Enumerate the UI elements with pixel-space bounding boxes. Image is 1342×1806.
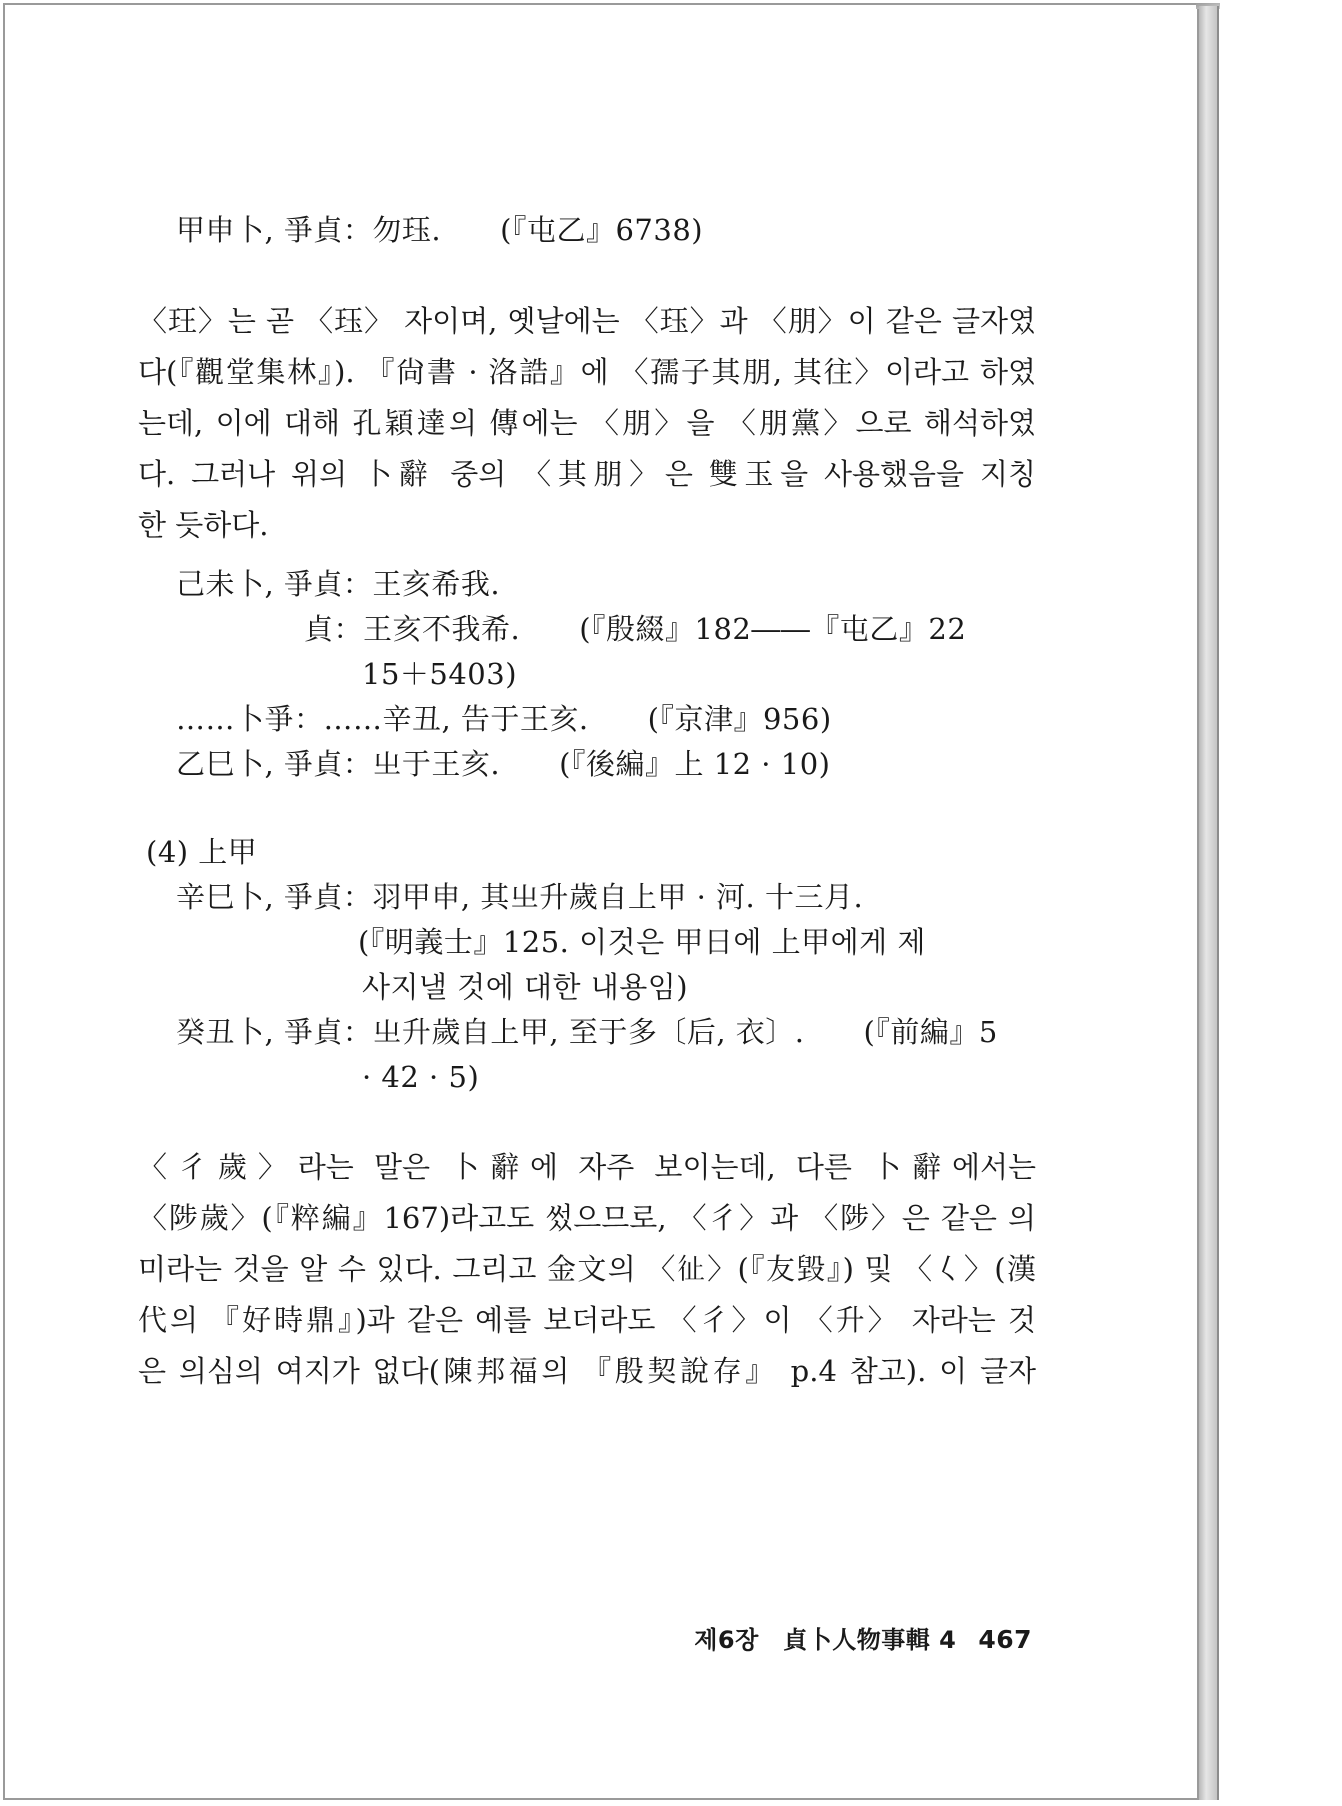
paragraph-line: 한 듯하다. bbox=[138, 508, 269, 542]
quote2-line-4: ……卜爭：……辛丑, 告于王亥. (『京津』956) bbox=[176, 702, 832, 736]
paragraph-line: 다(『觀堂集林』). 『尙書 · 洛誥』에 〈孺子其朋, 其往〉이라고 하였 bbox=[138, 355, 1036, 389]
quote3-line-2: (『明義士』125. 이것은 甲日에 上甲에게 제 bbox=[358, 925, 926, 959]
running-head: 제6장 貞卜人物事輯 4 bbox=[694, 1626, 957, 1654]
paragraph-line: 미라는 것을 알 수 있다. 그리고 金文의 〈𢓊〉(『友毀』) 및 〈𡿨〉(漢 bbox=[138, 1252, 1036, 1286]
paragraph-line: 〈彳歲〉라는 말은 卜辭에 자주 보이는데, 다른 卜辭에서는 bbox=[138, 1150, 1036, 1184]
page-stack-edge bbox=[1199, 6, 1219, 1800]
paragraph-line: 은 의심의 여지가 없다(陳邦福의 『殷契說存』 p.4 참고). 이 글자 bbox=[138, 1354, 1036, 1388]
page-footer bbox=[600, 1620, 1032, 1655]
quote3-line-5: · 42 · 5) bbox=[362, 1060, 480, 1094]
quote2-line-5: 乙巳卜, 爭貞：㞢于王亥. (『後編』上 12 · 10) bbox=[176, 747, 831, 781]
quote2-line-2: 貞：王亥不我希. (『殷綴』182――『屯乙』22 bbox=[304, 612, 967, 646]
paragraph-line: 〈玨〉는 곧 〈珏〉 자이며, 옛날에는 〈珏〉과 〈朋〉이 같은 글자였 bbox=[138, 304, 1036, 338]
paragraph-line: 代의 『好時鼎』)과 같은 예를 보더라도 〈彳〉이 〈升〉 자라는 것 bbox=[138, 1303, 1036, 1337]
section-heading: (4) 上甲 bbox=[146, 835, 258, 869]
quote2-line-3: 15＋5403) bbox=[362, 657, 518, 691]
quote3-line-4: 癸丑卜, 爭貞：㞢升歲自上甲, 至于多〔后, 衣〕. (『前編』5 bbox=[176, 1015, 998, 1049]
paragraph-2 bbox=[138, 1142, 1036, 1397]
paragraph-1 bbox=[138, 296, 1036, 551]
quote3-line-3: 사지낼 것에 대한 내용임) bbox=[362, 970, 689, 1004]
quote2-line-1: 己未卜, 爭貞：王亥希我. bbox=[176, 567, 501, 601]
paragraph-line: 는데, 이에 대해 孔穎達의 傳에는 〈朋〉을 〈朋黨〉으로 해석하였 bbox=[138, 406, 1036, 440]
paragraph-line: 〈陟歲〉(『粹編』167)라고도 썼으므로, 〈彳〉과 〈陟〉은 같은 의 bbox=[138, 1201, 1036, 1235]
page-number: 467 bbox=[978, 1625, 1032, 1654]
quote3-line-1: 辛巳卜, 爭貞：羽甲申, 其㞢升歲自上甲 · 河. 十三月. bbox=[176, 880, 864, 914]
paragraph-line: 다. 그러나 위의 卜辭 중의 〈其朋〉은 雙玉을 사용했음을 지칭 bbox=[138, 457, 1036, 491]
quote-line-1: 甲申卜, 爭貞：勿珏. (『屯乙』6738) bbox=[176, 213, 704, 247]
